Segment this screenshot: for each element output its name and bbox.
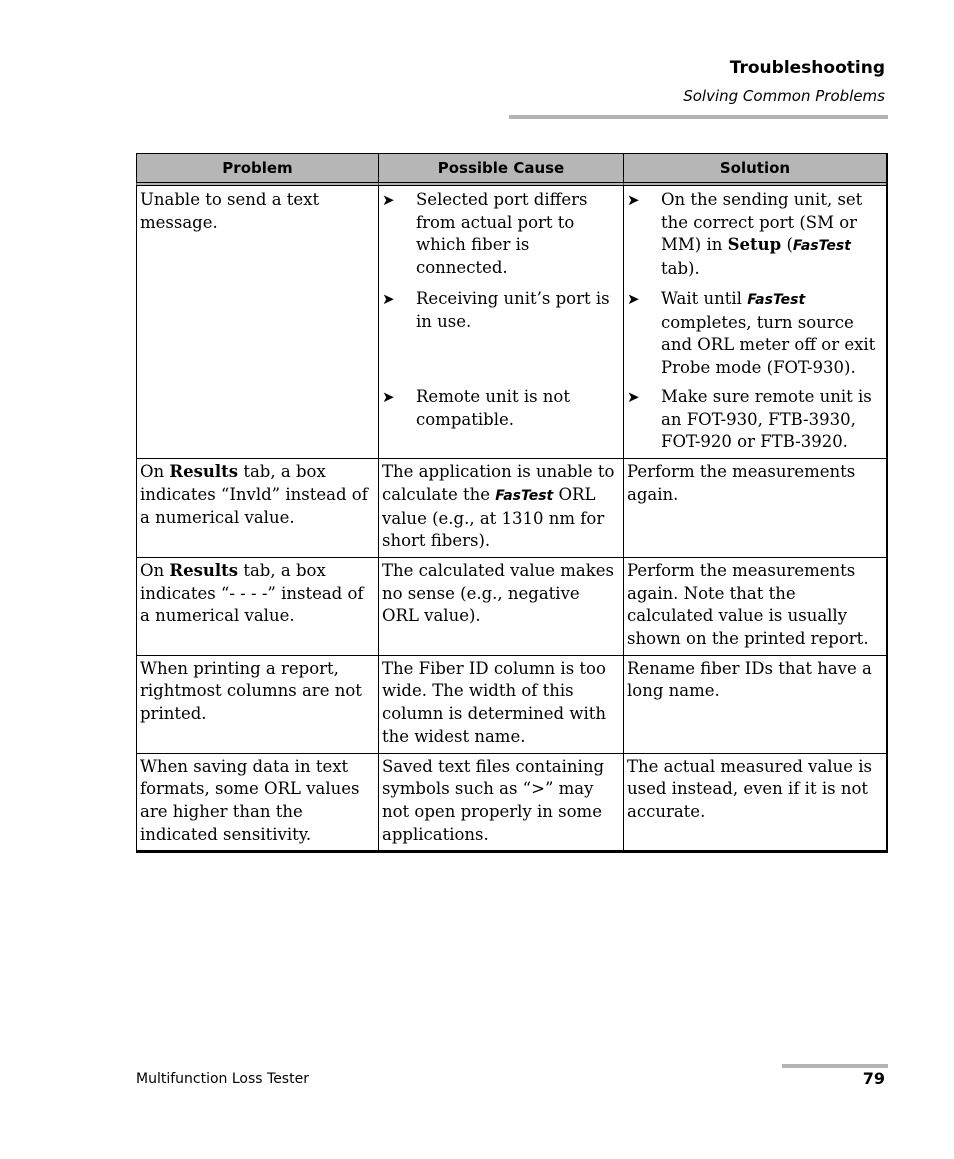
problem-text-part: tab, a box indicates “Invld” instead of a numerical value. bbox=[140, 462, 368, 527]
problem-text-part: tab, a box indicates “- - - -” instead of a numerical value. bbox=[140, 560, 364, 626]
solution-text: Make sure remote unit is an FOT-930, FTB-3930, FOT-920 or FTB-3920. bbox=[661, 387, 872, 452]
table-header-row bbox=[136, 153, 886, 186]
solution-text bbox=[661, 189, 883, 288]
solution-text-part: Wait until bbox=[661, 289, 742, 308]
problem-cell bbox=[136, 557, 378, 655]
table-row bbox=[136, 458, 886, 557]
table-row bbox=[136, 557, 886, 655]
problem-cell bbox=[136, 186, 378, 458]
problem-cell: When saving data in text formats, some ORL values are higher than the indicated sensitivity. bbox=[136, 753, 378, 851]
header-rule bbox=[509, 115, 888, 119]
solution-text-part: On the sending unit, set the correct port (SM or MM) in bbox=[661, 190, 863, 255]
column-header-problem: Problem bbox=[136, 153, 378, 186]
results-tab-name: Results bbox=[169, 462, 239, 482]
bullet-arrow-icon: ➤ bbox=[382, 388, 395, 406]
problem-cell bbox=[136, 458, 378, 557]
cause-bullet bbox=[382, 386, 620, 431]
troubleshooting-table bbox=[136, 153, 888, 853]
page-header-subtitle: Solving Common Problems bbox=[683, 87, 885, 105]
solution-text-part: completes, turn source and ORL meter off or exit Probe mode (FOT-930). bbox=[661, 312, 876, 378]
fastest-brand: FasTest bbox=[495, 487, 554, 504]
solution-cell: Perform the measurements again. Note that the calculated value is usually shown on the printed report. bbox=[623, 557, 886, 655]
cause-cell bbox=[378, 186, 623, 458]
cause-text: Remote unit is not compatible. bbox=[416, 387, 570, 429]
cause-cell: The Fiber ID column is too wide. The width of this column is determined with the widest name. bbox=[378, 655, 623, 753]
bullet-arrow-icon: ➤ bbox=[627, 290, 640, 308]
solution-cell: Perform the measurements again. bbox=[623, 458, 886, 557]
cause-text-part: ORL value (e.g., at 1310 nm for short fibers). bbox=[382, 484, 605, 551]
cause-cell: Saved text files containing symbols such as “>” may not open properly in some applications. bbox=[378, 753, 623, 851]
column-header-solution: Solution bbox=[623, 153, 886, 186]
footer-manual-title: Multifunction Loss Tester bbox=[136, 1071, 309, 1087]
solution-bullet bbox=[627, 189, 883, 288]
table-row bbox=[136, 186, 886, 458]
solution-cell: The actual measured value is used instead, even if it is not accurate. bbox=[623, 753, 886, 851]
solution-bullet bbox=[627, 288, 883, 386]
table-row bbox=[136, 655, 886, 753]
footer-rule bbox=[782, 1064, 888, 1068]
cause-text: Receiving unit’s port is in use. bbox=[416, 289, 610, 331]
cause-text-part: The application is unable to calculate the bbox=[382, 462, 615, 504]
cause-cell: The calculated value makes no sense (e.g., negative ORL value). bbox=[378, 557, 623, 655]
bullet-arrow-icon: ➤ bbox=[382, 191, 395, 209]
cause-bullet bbox=[382, 288, 620, 386]
solution-cell bbox=[623, 186, 886, 458]
bullet-arrow-icon: ➤ bbox=[627, 388, 640, 406]
cause-cell bbox=[378, 458, 623, 557]
solution-text-part: tab). bbox=[661, 259, 700, 279]
solution-text bbox=[661, 288, 883, 386]
paren: ( bbox=[786, 235, 793, 255]
problem-text: Unable to send a text message. bbox=[140, 190, 320, 232]
problem-text-part: On bbox=[140, 560, 165, 580]
setup-tab-name: Setup bbox=[727, 235, 782, 255]
solution-bullet bbox=[627, 386, 883, 454]
fastest-brand: FasTest bbox=[747, 292, 806, 308]
cause-bullet bbox=[382, 189, 620, 288]
solution-cell: Rename fiber IDs that have a long name. bbox=[623, 655, 886, 753]
bullet-arrow-icon: ➤ bbox=[382, 290, 395, 308]
column-header-cause: Possible Cause bbox=[378, 153, 623, 186]
table-row bbox=[136, 753, 886, 851]
cause-text: Selected port differs from actual port to which fiber is connected. bbox=[416, 190, 588, 278]
problem-text-part: On bbox=[140, 462, 165, 482]
bullet-arrow-icon: ➤ bbox=[627, 191, 640, 209]
fastest-brand: FasTest bbox=[792, 238, 851, 255]
page-number: 79 bbox=[862, 1069, 885, 1088]
results-tab-name: Results bbox=[169, 560, 239, 580]
problem-cell: When printing a report, rightmost columns are not printed. bbox=[136, 655, 378, 753]
page-header-title: Troubleshooting bbox=[729, 58, 885, 78]
